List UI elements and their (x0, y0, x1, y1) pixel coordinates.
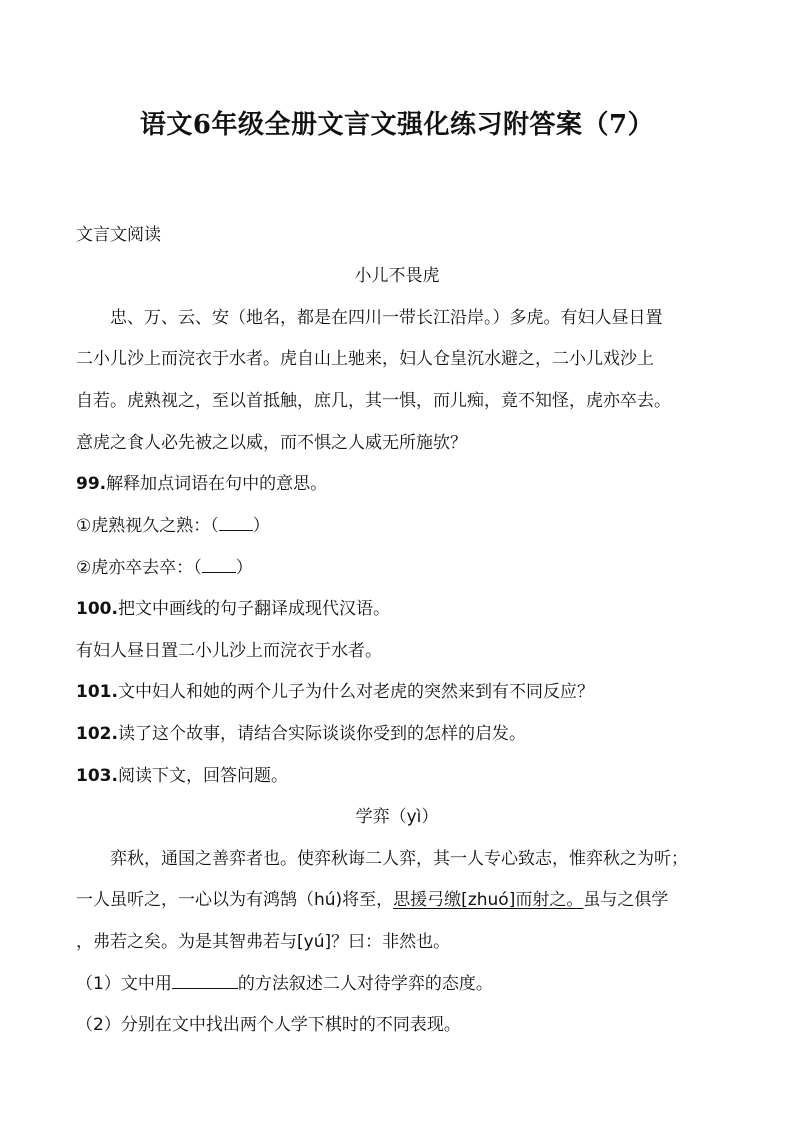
passage-line: 弈秋，通国之善弈者也。使弈秋诲二人弈，其一人专心致志，惟弈秋之为听； (110, 849, 688, 869)
sub-question-2: （2）分别在文中找出两个人学下棋时的不同表现。 (76, 1015, 461, 1035)
question-text: 解释加点词语在句中的意思。 (106, 474, 328, 494)
question-103 (76, 764, 734, 788)
section-heading: 文言文阅读 (76, 225, 161, 245)
document-title: 语文6年级全册文言文强化练习附答案（7） (139, 110, 655, 140)
question-100 (76, 597, 734, 621)
passage-text: 一人虽听之，一心以为有鸿鹄（hú)将至， (76, 890, 394, 910)
answer-blank[interactable] (172, 972, 238, 989)
question-text: 读了这个故事，请结合实际谈谈你受到的怎样的启发。 (117, 724, 526, 744)
question-99 (76, 472, 734, 496)
passage-text: 虽与之俱学 (583, 890, 669, 910)
question-number: 101. (76, 682, 118, 702)
passage-line: 忠、万、云、安（地名，都是在四川一带长江沿岸。）多虎。有妇人昼日置 (110, 308, 663, 328)
passage-title: 小儿不畏虎 (354, 266, 440, 286)
sub-question-text: 的方法叙述二人对待学弈的态度。 (237, 974, 493, 994)
question-text: 把文中画线的句子翻译成现代汉语。 (117, 599, 390, 619)
sub-question-text: （1）文中用 (76, 974, 172, 994)
question-sentence: 有妇人昼日置二小儿沙上而浣衣于水者。 (76, 641, 382, 661)
passage-title: 学弈（yì） (355, 807, 439, 827)
question-number: 102. (76, 724, 118, 744)
question-text: 阅读下文，回答问题。 (117, 766, 288, 786)
question-number: 99. (76, 474, 107, 494)
question-102 (76, 722, 734, 746)
passage-line (76, 888, 734, 912)
question-number: 100. (76, 599, 118, 619)
question-number: 103. (76, 766, 118, 786)
passage-line: 二小儿沙上而浣衣于水者。虎自山上驰来，妇人仓皇沉水避之，二小儿戏沙上 (76, 349, 654, 369)
answer-blank[interactable] (202, 556, 236, 573)
passage-line: ，弗若之矣。为是其智弗若与[yú]？曰：非然也。 (76, 932, 451, 952)
item-prefix: ②虎亦卒去卒：（ (76, 558, 202, 578)
item-suffix: ） (252, 516, 270, 536)
passage-line: 自若。虎熟视之，至以首抵触，庶几，其一惧，而儿痴，竟不知怪，虎亦卒去。 (76, 391, 671, 411)
answer-blank[interactable] (219, 514, 253, 531)
item-suffix: ） (235, 558, 253, 578)
item-prefix: ①虎熟视久之熟：（ (76, 516, 219, 536)
underlined-sentence: 思援弓缴[zhuó]而射之。 (393, 890, 584, 910)
sub-question-1 (76, 972, 734, 996)
passage-line: 意虎之食人必先被之以威，而不惧之人威无所施欤？ (76, 433, 467, 453)
question-101 (76, 680, 734, 704)
question-item (76, 514, 734, 538)
question-text: 文中妇人和她的两个儿子为什么对老虎的突然来到有不同反应？ (117, 682, 594, 702)
question-item (76, 556, 734, 580)
